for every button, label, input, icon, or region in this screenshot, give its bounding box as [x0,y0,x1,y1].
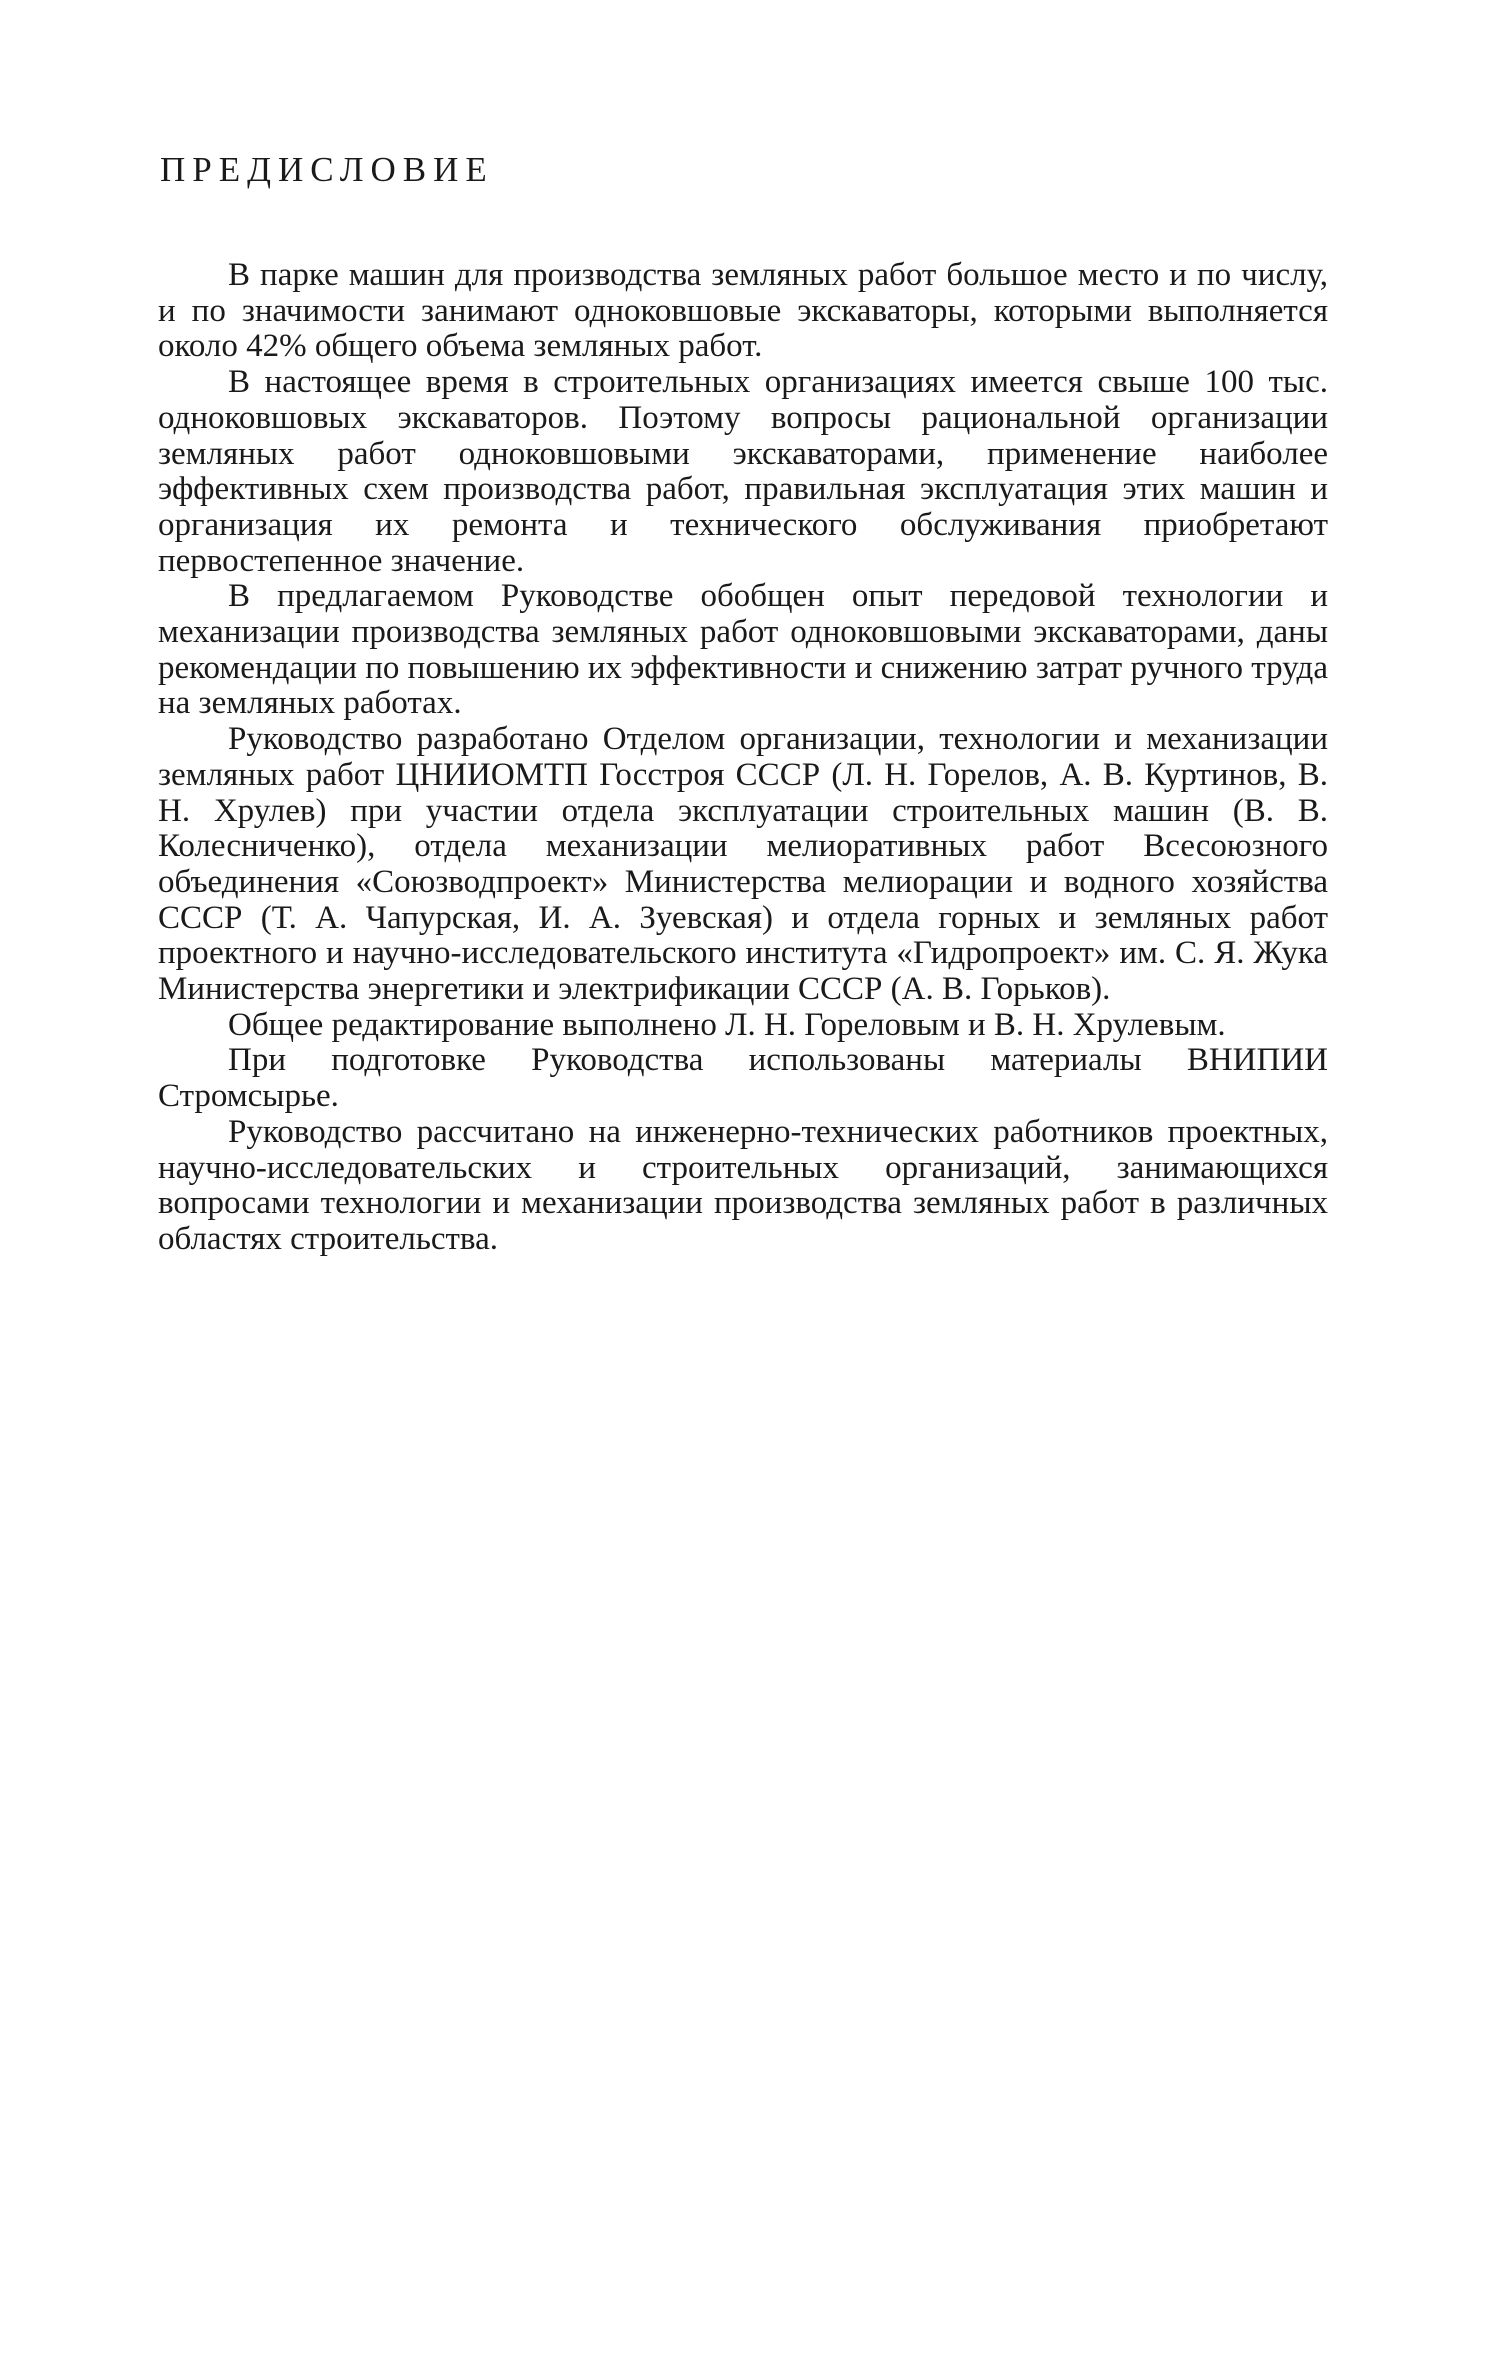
page-title: ПРЕДИСЛОВИЕ [160,150,494,189]
paragraph-1: В парке машин для производства земляных работ большое место и по числу, и по значимости занимают одноковшовые экскаваторы, которыми выполняется около 42% общего объема земляных работ. [158,257,1328,365]
paragraph-6: При подготовке Руководства использованы материалы ВНИПИИ Стромсырье. [158,1042,1328,1115]
paragraph-5: Общее редактирование выполнено Л. Н. Гореловым и В. Н. Хрулевым. [228,1006,1226,1043]
paragraph-4: Руководство разработано Отделом организации, технологии и механизации земляных работ ЦНИИОМТП Госстроя СССР (Л. Н. Горелов, А. В. Куртинов, В. Н. Хрулев) при участии отдела эксплуатации строительных машин (В. В. Колесниченко), отдела механизации мелиоративных работ Всесоюзного объединения «Союзводпроект» Министерства мелиорации и водного хозяйства СССР (Т. А. Чапурская, И. А. Зуевская) и отдела горных и земляных работ проектного и научно-исследовательского института «Гидропроект» им. С. Я. Жука Министерства энергетики и электрификации СССР (А. В. Горьков). [158,721,1328,1008]
preface-body [158,258,1328,1258]
paragraph-2: В настоящее время в строительных организациях имеется свыше 100 тыс. одноковшовых экскаваторов. Поэтому вопросы рациональной организации земляных работ одноковшовыми экскаваторами, применение наиболее эффективных схем производства работ, правильная эксплуатация этих машин и организация их ремонта и технического обслуживания приобретают первостепенное значение. [158,364,1328,579]
paragraph-3: В предлагаемом Руководстве обобщен опыт передовой технологии и механизации производства земляных работ одноковшовыми экскаваторами, даны рекомендации по повышению их эффективности и снижению затрат ручного труда на земляных работах. [158,578,1328,722]
paragraph-7: Руководство рассчитано на инженерно-технических работников проектных, научно-исследовательских и строительных организаций, занимающихся вопросами технологии и механизации производства земляных работ в различных областях строительства. [158,1113,1328,1257]
